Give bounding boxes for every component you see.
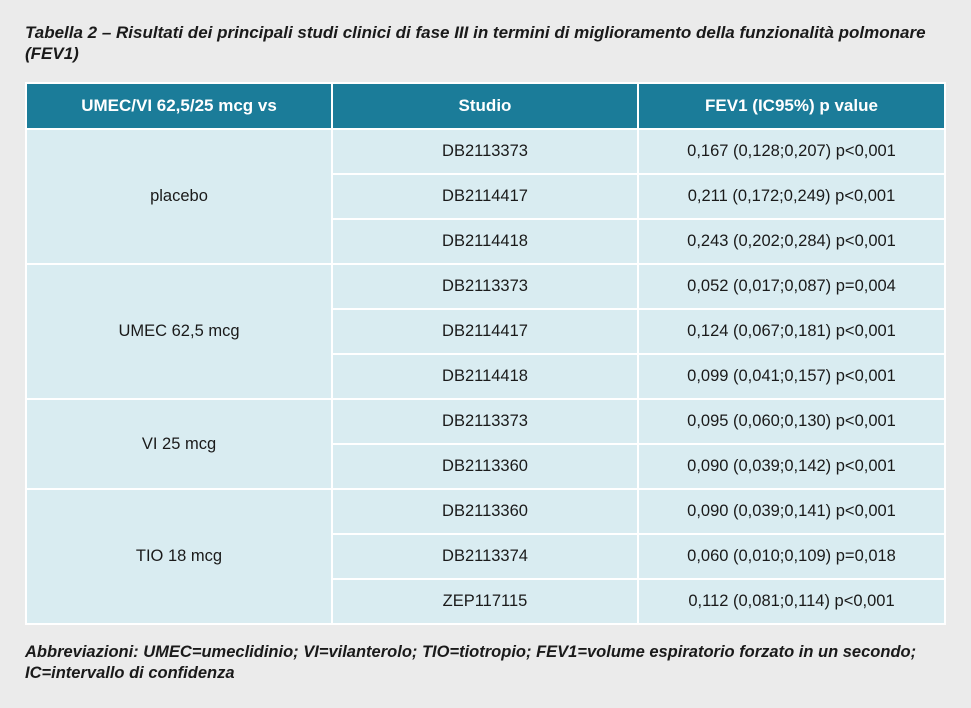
- fev1-cell: 0,243 (0,202;0,284) p<0,001: [638, 219, 945, 264]
- table-row: [26, 399, 945, 444]
- fev1-cell: 0,211 (0,172;0,249) p<0,001: [638, 174, 945, 219]
- fev1-cell: 0,112 (0,081;0,114) p<0,001: [638, 579, 945, 624]
- study-cell: DB2114418: [332, 354, 638, 399]
- study-cell: ZEP117115: [332, 579, 638, 624]
- header-comparator: UMEC/VI 62,5/25 mcg vs: [26, 83, 332, 129]
- study-cell: DB2113373: [332, 399, 638, 444]
- abbreviations-note: Abbreviazioni: UMEC=umeclidinio; VI=vilanterolo; TIO=tiotropio; FEV1=volume espiratorio forzato in un secondo; IC=intervallo di confidenza: [25, 643, 917, 682]
- study-cell: DB2114417: [332, 309, 638, 354]
- study-cell: DB2113360: [332, 489, 638, 534]
- study-cell: DB2113360: [332, 444, 638, 489]
- fev1-cell: 0,052 (0,017;0,087) p=0,004: [638, 264, 945, 309]
- comparator-cell: UMEC 62,5 mcg: [26, 264, 332, 399]
- fev1-cell: 0,124 (0,067;0,181) p<0,001: [638, 309, 945, 354]
- fev1-cell: 0,099 (0,041;0,157) p<0,001: [638, 354, 945, 399]
- fev1-cell: 0,090 (0,039;0,142) p<0,001: [638, 444, 945, 489]
- study-cell: DB2114417: [332, 174, 638, 219]
- fev1-cell: 0,090 (0,039;0,141) p<0,001: [638, 489, 945, 534]
- table-row: [26, 264, 945, 309]
- table-row: [26, 129, 945, 174]
- comparator-cell: placebo: [26, 129, 332, 264]
- comparator-cell: TIO 18 mcg: [26, 489, 332, 624]
- fev1-cell: 0,095 (0,060;0,130) p<0,001: [638, 399, 945, 444]
- study-cell: DB2113373: [332, 129, 638, 174]
- study-cell: DB2113373: [332, 264, 638, 309]
- table-header-row: [26, 83, 945, 129]
- fev1-cell: 0,060 (0,010;0,109) p=0,018: [638, 534, 945, 579]
- header-fev1: FEV1 (IC95%) p value: [638, 83, 945, 129]
- study-cell: DB2114418: [332, 219, 638, 264]
- study-cell: DB2113374: [332, 534, 638, 579]
- table-title: Tabella 2 – Risultati dei principali studi clinici di fase III in termini di miglioramento della funzionalità polmonare (FEV1): [25, 23, 926, 63]
- table-row: [26, 489, 945, 534]
- comparator-cell: VI 25 mcg: [26, 399, 332, 489]
- fev1-cell: 0,167 (0,128;0,207) p<0,001: [638, 129, 945, 174]
- results-table: [25, 82, 946, 625]
- header-study: Studio: [332, 83, 638, 129]
